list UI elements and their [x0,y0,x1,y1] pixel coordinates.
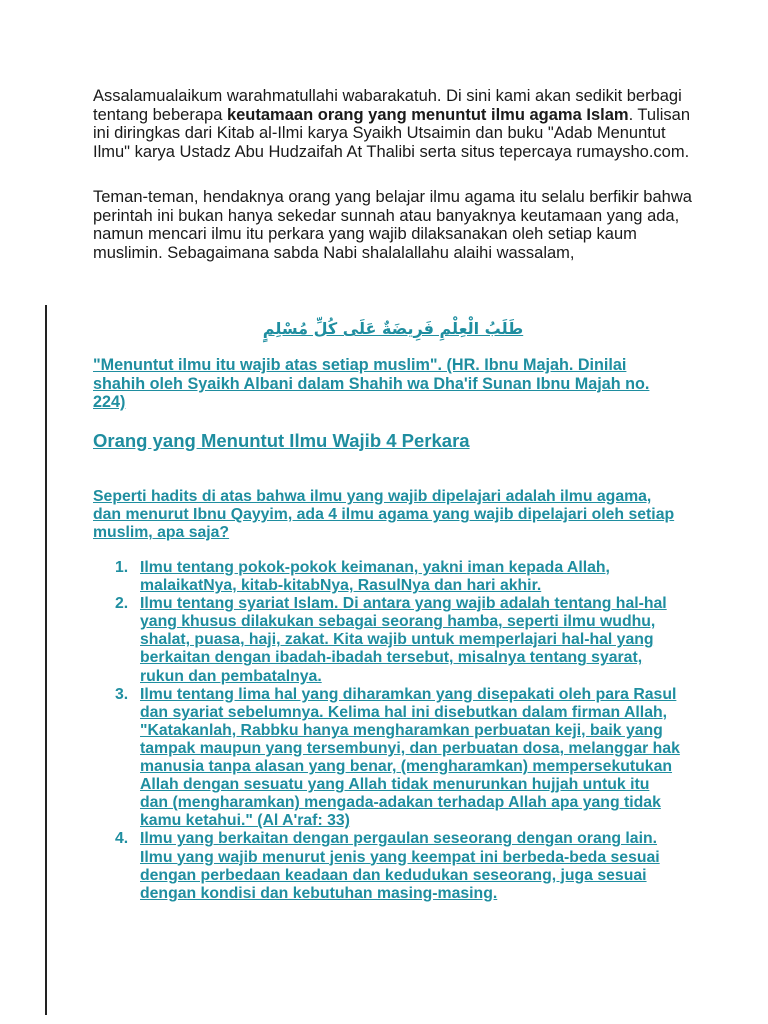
list-item[interactable] [115,595,680,685]
list-item-text: Ilmu tentang syariat Islam. Di antara yang wajib adalah tentang hal-hal yang khusus dilakukan sebagai seorang hamba, seperti ilmu wudhu, shalat, puasa, haji, zakat. Kita wajib untuk memperlajari hal-hal yang berkaitan dengan ibadah-ibadah tersebut, misalnya tentang syarat, rukun dan pembatalnya. [140,595,667,685]
list-number: 4. [115,830,129,848]
list-number: 1. [115,559,129,576]
list-item-text: Ilmu tentang lima hal yang diharamkan yang disepakati oleh para Rasul dan syariat sebelumnya. Kelima hal ini disebutkan dalam firman Allah, "Katakanlah, Rabbku hanya mengharamkan perbuatan keji, baik yang tampak maupun yang tersembunyi, dan perbuatan dosa, melanggar hak manusia tanpa alasan yang benar, (mengharamkan) mempersekutukan Allah dengan sesuatu yang Allah tidak menurunkan hujjah untuk itu dan (mengharamkan) mengada-adakan terhadap Allah apa yang tidak kamu ketahui." (Al A'raf: 33) [140,685,680,830]
intro-bold-text: keutamaan orang yang menuntut ilmu agama Islam [226,105,629,124]
section-heading-link[interactable]: Orang yang Menuntut Ilmu Wajib 4 Perkara [93,430,470,451]
section-intro-link[interactable]: Seperti hadits di atas bahwa ilmu yang wajib dipelajari adalah ilmu agama, dan menurut Ibnu Qayyim, ada 4 ilmu agama yang wajib dipelajari oleh setiap muslim, apa saja? [93,488,675,542]
second-paragraph: Teman-teman, hendaknya orang yang belajar ilmu agama itu selalu berfikir bahwa perintah ini bukan hanya sekedar sunnah atau banyaknya keutamaan yang ada, namun mencari ilmu itu perkara yang wajib dilaksanakan oleh setiap kaum muslimin. Sebagaimana sabda Nabi shalalallahu alaihi wassalam, [93,188,692,262]
intro-text-a: Assalamualaikum warahmatullahi wabarakatuh. Di sini kami akan sedikit berbagi tentang beberapa [93,87,682,124]
list-number: 2. [115,595,129,613]
knowledge-list [115,559,680,903]
list-item[interactable] [115,559,680,595]
list-item[interactable] [115,830,680,902]
list-number: 3. [115,685,129,703]
intro-paragraph [93,87,693,161]
intro-text-b: . Tulisan ini diringkas dari Kitab al-Ilmi karya Syaikh Utsaimin dan buku "Adab Menuntut Ilmu" karya Ustadz Abu Hudzaifah At Thalibi serta situs tepercaya rumaysho.com. [93,105,691,161]
hadith-translation-link[interactable]: "Menuntut ilmu itu wajib atas setiap muslim". (HR. Ibnu Majah. Dinilai shahih oleh Syaikh Albani dalam Shahih wa Dha'if Sunan Ibnu Majah no. 224) [93,356,650,412]
list-item-text: Ilmu tentang pokok-pokok keimanan, yakni iman kepada Allah, malaikatNya, kitab-kitabNya, RasulNya dan hari akhir. [140,559,610,595]
margin-bar [45,305,47,1015]
arabic-hadith-link[interactable]: طَلَبُ الْعِلْمِ فَرِيضَةٌ عَلَى كُلِّ مُسْلِمٍ [262,319,524,338]
list-item-text: Ilmu yang berkaitan dengan pergaulan seseorang dengan orang lain. Ilmu yang wajib menurut jenis yang keempat ini berbeda-beda sesuai dengan perbedaan keadaan dan kedudukan seseorang, juga sesuai dengan kondisi dan kebutuhan masing-masing. [140,830,660,902]
list-item[interactable] [115,686,680,831]
